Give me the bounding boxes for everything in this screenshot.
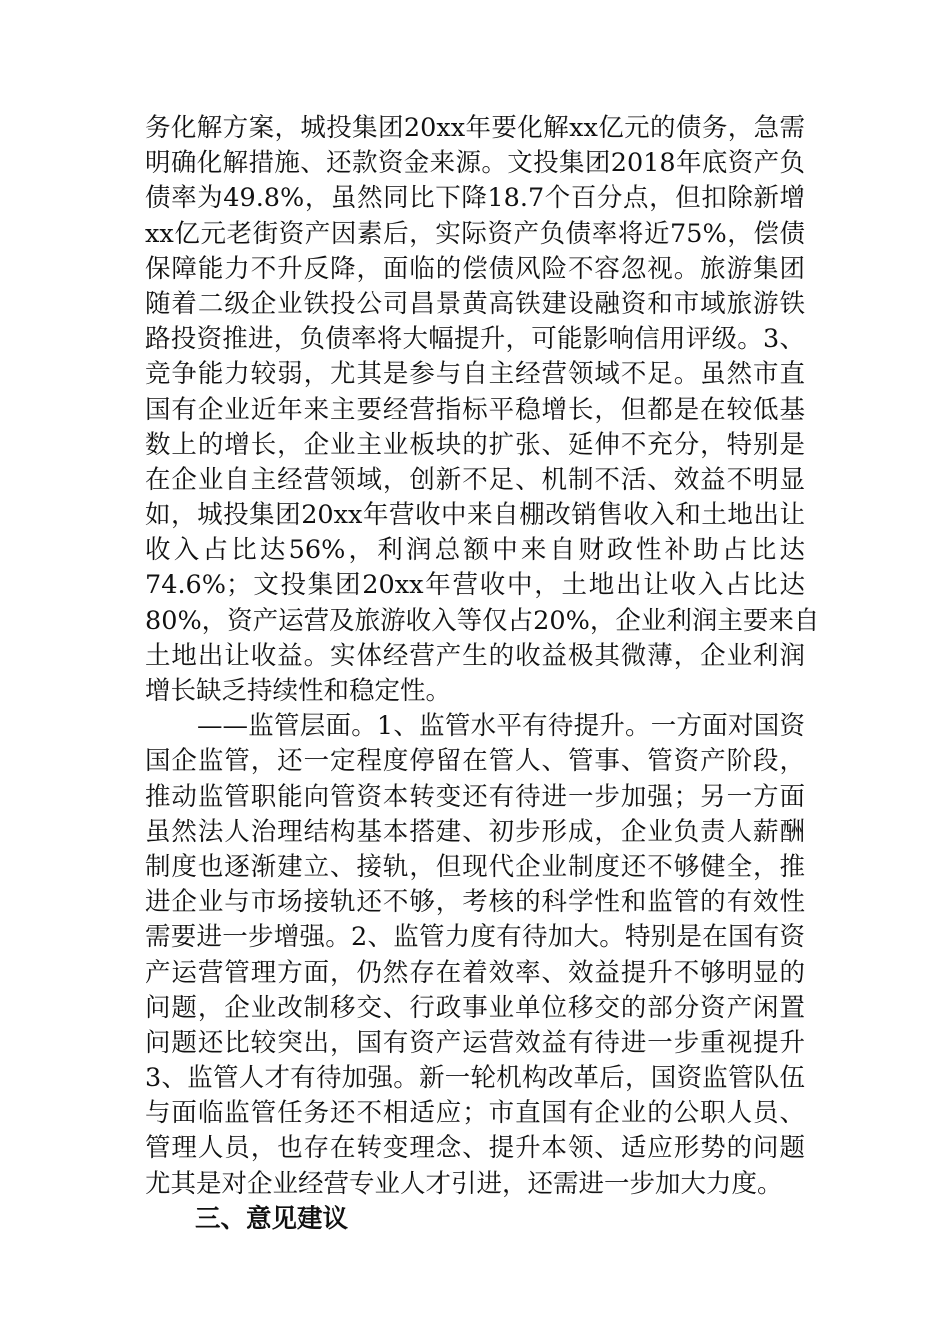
- text-line: 务化解方案，城投集团20xx年要化解xx亿元的债务，急需: [145, 113, 805, 143]
- text-line: 债率为49.8%，虽然同比下降18.7个百分点，但扣除新增: [145, 183, 805, 214]
- text-line: 随着二级企业铁投公司昌景黄高铁建设融资和市域旅游铁: [145, 288, 805, 319]
- section-heading: 三、意见建议: [195, 1203, 349, 1234]
- paragraph-debt-and-competition: [145, 111, 820, 709]
- text-line: 国有企业近年来主要经营指标平稳增长，但都是在较低基: [145, 394, 805, 425]
- text-line: 土地出让收益。实体经营产生的收益极其微薄，企业利润: [145, 640, 805, 671]
- text-line: 尤其是对企业经营专业人才引进，还需进一步加大力度。: [145, 1168, 783, 1199]
- text-line: 收入占比达56%，利润总额中来自财政性补助占比达: [145, 535, 805, 566]
- text-line: 80%，资产运营及旅游收入等仅占20%，企业利润主要来自: [145, 605, 820, 636]
- text-line: 国企监管，还一定程度停留在管人、管事、管资产阶段，: [145, 746, 805, 777]
- text-line: 推动监管职能向管资本转变还有待进一步加强；另一方面: [145, 781, 805, 812]
- text-line: 明确化解措施、还款资金来源。文投集团2018年底资产负: [145, 148, 805, 179]
- text-line: 增长缺乏持续性和稳定性。: [145, 676, 452, 706]
- text-line: xx亿元老街资产因素后，实际资产负债率将近75%，偿债: [145, 218, 805, 249]
- text-line: 问题还比较突出，国有资产运营效益有待进一步重视提升: [145, 1027, 805, 1058]
- text-line: 虽然法人治理结构基本搭建、初步形成，企业负责人薪酬: [145, 816, 805, 847]
- text-line: 路投资推进，负债率将大幅提升，可能影响信用评级。3、: [145, 324, 805, 355]
- text-line: 在企业自主经营领域，创新不足、机制不活、效益不明显: [145, 464, 805, 495]
- text-line: 3、监管人才有待加强。新一轮机构改革后，国资监管队伍: [145, 1063, 805, 1094]
- paragraph-supervision-level: [145, 709, 805, 1202]
- text-line: 管理人员，也存在转变理念、提升本领、适应形势的问题: [145, 1133, 805, 1164]
- text-line: 进企业与市场接轨还不够，考核的科学性和监管的有效性: [145, 887, 805, 918]
- text-line: 竞争能力较弱，尤其是参与自主经营领域不足。虽然市直: [145, 359, 805, 390]
- text-line: 需要进一步增强。2、监管力度有待加大。特别是在国有资: [145, 922, 805, 953]
- text-line: 保障能力不升反降，面临的偿债风险不容忽视。旅游集团: [145, 253, 805, 284]
- text-line: 如，城投集团20xx年营收中来自棚改销售收入和土地出让: [145, 500, 805, 531]
- text-line: ——监管层面。1、监管水平有待提升。一方面对国资: [197, 711, 805, 742]
- text-line: 问题，企业改制移交、行政事业单位移交的部分资产闲置: [145, 992, 805, 1023]
- text-line: 制度也逐渐建立、接轨，但现代企业制度还不够健全，推: [145, 851, 805, 882]
- document-body: [145, 111, 820, 1237]
- text-line: 74.6%；文投集团20xx年营收中，土地出让收入占比达: [145, 570, 805, 601]
- text-line: 与面临监管任务还不相适应；市直国有企业的公职人员、: [145, 1098, 805, 1129]
- text-line: 产运营管理方面，仍然存在着效率、效益提升不够明显的: [145, 957, 805, 988]
- text-line: 数上的增长，企业主业板块的扩张、延伸不充分，特别是: [145, 429, 805, 460]
